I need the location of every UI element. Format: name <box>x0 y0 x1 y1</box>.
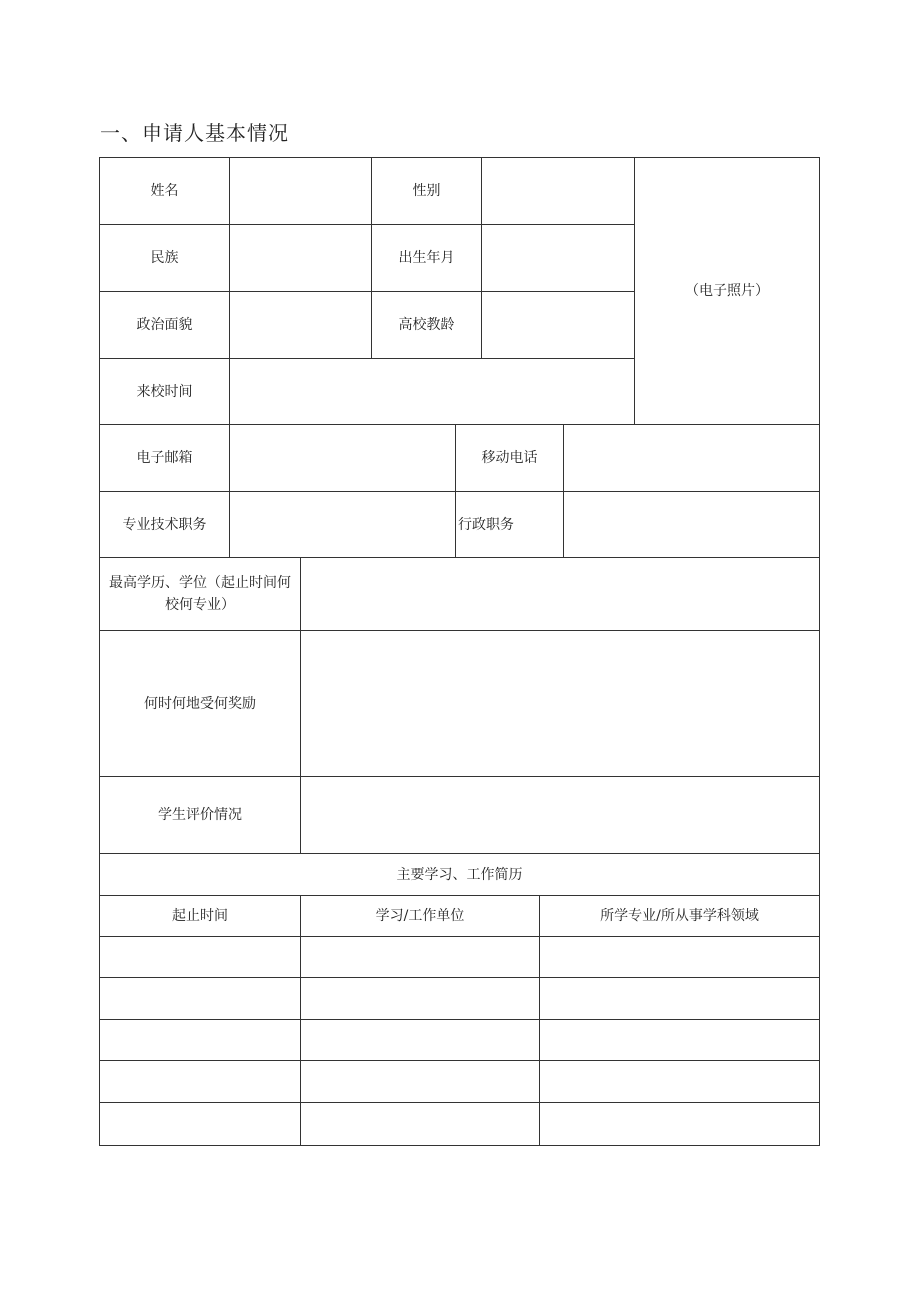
birth-field[interactable] <box>481 224 635 292</box>
resume-row1-period[interactable] <box>99 936 301 978</box>
resume-row5-unit[interactable] <box>300 1102 540 1146</box>
label-tech-title: 专业技术职务 <box>99 491 230 558</box>
label-arrival-time: 来校时间 <box>99 358 230 425</box>
photo-box[interactable]: （电子照片） <box>634 157 820 425</box>
label-political: 政治面貌 <box>99 291 230 359</box>
awards-field[interactable] <box>300 630 820 777</box>
resume-row3-period[interactable] <box>99 1019 301 1061</box>
name-field[interactable] <box>229 157 372 225</box>
resume-row1-unit[interactable] <box>300 936 540 978</box>
student-eval-field[interactable] <box>300 776 820 854</box>
resume-row2-field[interactable] <box>539 977 820 1020</box>
label-teaching-years: 高校教龄 <box>371 291 482 359</box>
resume-row4-field[interactable] <box>539 1060 820 1103</box>
resume-row3-unit[interactable] <box>300 1019 540 1061</box>
education-field[interactable] <box>300 557 820 631</box>
email-field[interactable] <box>229 424 456 492</box>
label-ethnicity: 民族 <box>99 224 230 292</box>
label-awards: 何时何地受何奖励 <box>99 630 301 777</box>
label-education: 最高学历、学位（起止时间何校何专业） <box>99 557 301 631</box>
admin-title-field[interactable] <box>563 491 820 558</box>
label-admin-title: 行政职务 <box>455 491 564 558</box>
resume-row5-period[interactable] <box>99 1102 301 1146</box>
tech-title-field[interactable] <box>229 491 456 558</box>
label-gender: 性别 <box>371 157 482 225</box>
resume-row4-unit[interactable] <box>300 1060 540 1103</box>
resume-row2-unit[interactable] <box>300 977 540 1020</box>
resume-row2-period[interactable] <box>99 977 301 1020</box>
arrival-time-field[interactable] <box>229 358 635 425</box>
resume-row3-field[interactable] <box>539 1019 820 1061</box>
label-name: 姓名 <box>99 157 230 225</box>
political-field[interactable] <box>229 291 372 359</box>
resume-row5-field[interactable] <box>539 1102 820 1146</box>
section-title: 一、申请人基本情况 <box>100 121 289 145</box>
label-email: 电子邮箱 <box>99 424 230 492</box>
resume-row1-field[interactable] <box>539 936 820 978</box>
label-mobile: 移动电话 <box>455 424 564 492</box>
resume-col-unit: 学习/工作单位 <box>300 895 540 937</box>
resume-heading: 主要学习、工作简历 <box>99 853 820 896</box>
ethnicity-field[interactable] <box>229 224 372 292</box>
resume-col-period: 起止时间 <box>99 895 301 937</box>
label-birth: 出生年月 <box>371 224 482 292</box>
gender-field[interactable] <box>481 157 635 225</box>
mobile-field[interactable] <box>563 424 820 492</box>
label-student-eval: 学生评价情况 <box>99 776 301 854</box>
teaching-years-field[interactable] <box>481 291 635 359</box>
resume-col-field: 所学专业/所从事学科领域 <box>539 895 820 937</box>
resume-row4-period[interactable] <box>99 1060 301 1103</box>
